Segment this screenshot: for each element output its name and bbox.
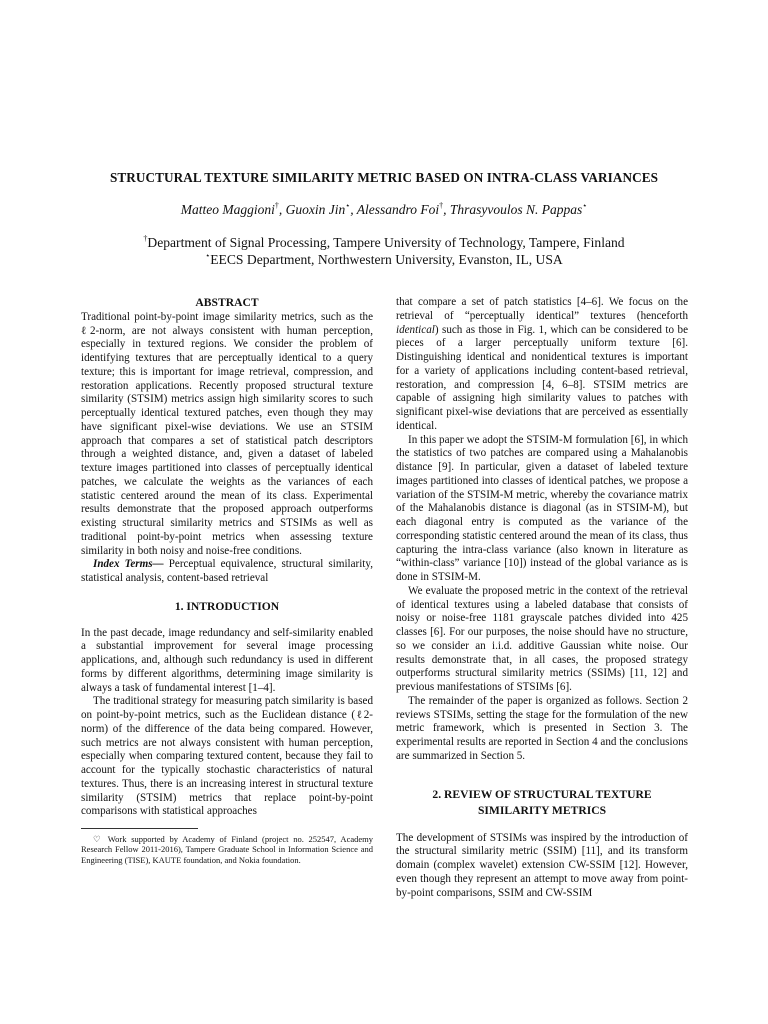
paragraph: We evaluate the proposed metric in the context of the retrieval of identical textures using a labeled database that consists of noisy or noise-free 1181 grayscale patches divided into 425 classes [6]. For our purposes, the noise should have no structure, so we consider an i.i.d. additive Gaussian white noise. Our results demonstrate that, in all cases, the proposed strategy outperforms structural similarity metrics (SSIMs) [11, 12] and previous manifestations of STSIMs [6]. bbox=[396, 584, 688, 693]
affiliation-line bbox=[0, 234, 768, 251]
paragraph: The development of STSIMs was inspired by the introduction of the structural similarity metric (SSIM) [11], and its transform domain (complex wavelet) extension CW-SSIM [12]. However, even though they represent an attempt to move away from point-by-point comparisons, SSIM and CW-SSIM bbox=[396, 831, 688, 899]
affiliation-text: EECS Department, Northwestern University, Evanston, IL, USA bbox=[210, 252, 563, 267]
footnote-rule bbox=[81, 828, 198, 829]
affiliation-mark: † bbox=[274, 201, 279, 210]
affiliation-mark: † bbox=[439, 201, 444, 210]
abstract-heading: ABSTRACT bbox=[195, 296, 259, 309]
author-list bbox=[0, 201, 768, 218]
paragraph: In the past decade, image redundancy and self-similarity enabled a substantial improvement for several image processing applications, and, although such redundancy is used in different forms by different algorithms, determining image similarity is always a task of fundamental interest [1–4]. bbox=[81, 626, 373, 694]
paragraph: The traditional strategy for measuring patch similarity is based on point-by-point metrics, such as the Euclidean distance (ℓ2-norm) of the difference of the data being compared. However, such metrics are not always consistent with human perception, especially when comparing textured content, because they fail to account for the typically stochastic characteristics of natural textures. Thus, there is an increasing interest in structural texture similarity (STSIM) metrics that replace point-by-point comparisons with statistical approaches bbox=[81, 695, 373, 818]
index-terms bbox=[81, 558, 373, 586]
index-terms-label: Index Terms— bbox=[93, 558, 164, 571]
affiliation-mark: ⋆ bbox=[582, 201, 588, 210]
affiliation-mark: † bbox=[143, 234, 148, 243]
abstract-body: Traditional point-by-point image similarity metrics, such as the ℓ2-norm, are not always consistent with human perception, especially in textured regions. We consider the problem of identifying textures that are perceptually identical to a query texture; this is important for image retrieval, compression, and restoration applications. Recently proposed structural texture similarity (STSIM) metrics assign high similarity scores to such perceptually identical textured patches, even though they may have significant pixel-wise deviations. We use an STSIM approach that compares a set of statistical patch descriptors through a weighted distance, and, given a dataset of labeled texture images partitioned into classes of perceptually identical patches, we calculate the weights as the variances of each statistic centered around the mean of its class. Experimental results demonstrate that the proposed approach outperforms existing structural similarity metrics and STSIMs as well as traditional point-by-point metrics when assessing texture similarity in both noisy and noise-free conditions. bbox=[81, 310, 373, 557]
author-separator: , bbox=[278, 202, 286, 217]
paragraph: In this paper we adopt the STSIM-M formulation [6], in which the statistics of two patches are compared using a Mahalanobis distance [9]. In particular, given a dataset of labeled texture images partitioned into classes of identical patches, we propose a variation of the STSIM-M metric, whereby the covariance matrix of the Mahalanobis distance is diagonal (as in STSIM-M), but each diagonal entry is computed as the variance of the corresponding statistic centered around the mean of its class, thus capturing the intra-class variance (also known in literature as “within-class” variance [10]) instead of the global variance as is done in STSIM-M. bbox=[396, 433, 688, 583]
paragraph bbox=[396, 296, 688, 434]
index-terms-text: Perceptual equivalence, structural similarity, statistical analysis, content-based retrieval bbox=[81, 558, 373, 584]
author-name: Matteo Maggioni bbox=[180, 202, 275, 217]
author-separator: , bbox=[350, 202, 357, 217]
paragraph-text: that compare a set of patch statistics [4–6]. We focus on the retrieval of “perceptually identical” textures (henceforth bbox=[396, 296, 688, 322]
author-separator: , bbox=[443, 202, 450, 217]
paragraph-text: ) such as those in Fig. 1, which can be considered to be pieces of a larger perceptually uniform texture [6]. Distinguishing identical and nonidentical textures is important for a variety of applications including content-based retrieval, restoration, and compression [4, 6–8]. STSIM metrics are capable of assigning high similarity values to patches with significant pixel-wise deviations that are perceived as essentially identical. bbox=[396, 323, 688, 432]
affiliation-text: Department of Signal Processing, Tampere University of Technology, Tampere, Finland bbox=[147, 235, 625, 250]
affiliation-line bbox=[0, 251, 768, 268]
author-name: Alessandro Foi bbox=[356, 202, 440, 217]
emphasis-text: identical bbox=[396, 323, 435, 336]
section-heading-line: SIMILARITY METRICS bbox=[477, 803, 607, 817]
author-name: Guoxin Jin bbox=[285, 202, 346, 217]
section-heading-line: 2. REVIEW OF STRUCTURAL TEXTURE bbox=[432, 787, 652, 801]
section-heading-introduction: 1. INTRODUCTION bbox=[174, 599, 280, 613]
author-name: Thrasyvoulos N. Pappas bbox=[449, 202, 583, 217]
section-heading-review bbox=[396, 787, 688, 819]
right-column bbox=[396, 296, 688, 900]
left-column bbox=[81, 296, 373, 865]
affiliation-mark: ⋆ bbox=[205, 251, 211, 260]
paper-title: STRUCTURAL TEXTURE SIMILARITY METRIC BASED ON INTRA-CLASS VARIANCES bbox=[109, 170, 659, 185]
paragraph: The remainder of the paper is organized as follows. Section 2 reviews STSIMs, setting the stage for the formulation of the new metric framework, which is presented in Section 3. The experimental results are reported in Section 4 and the conclusions are summarized in Section 5. bbox=[396, 694, 688, 762]
footnote: ♡ Work supported by Academy of Finland (project no. 252547, Academy Research Fellow 2011-2016), Tampere Graduate School in Information Science and Engineering (TISE), KAUTE foundation, and Nokia foundation. bbox=[81, 834, 373, 865]
affiliation-mark: ⋆ bbox=[345, 201, 351, 210]
